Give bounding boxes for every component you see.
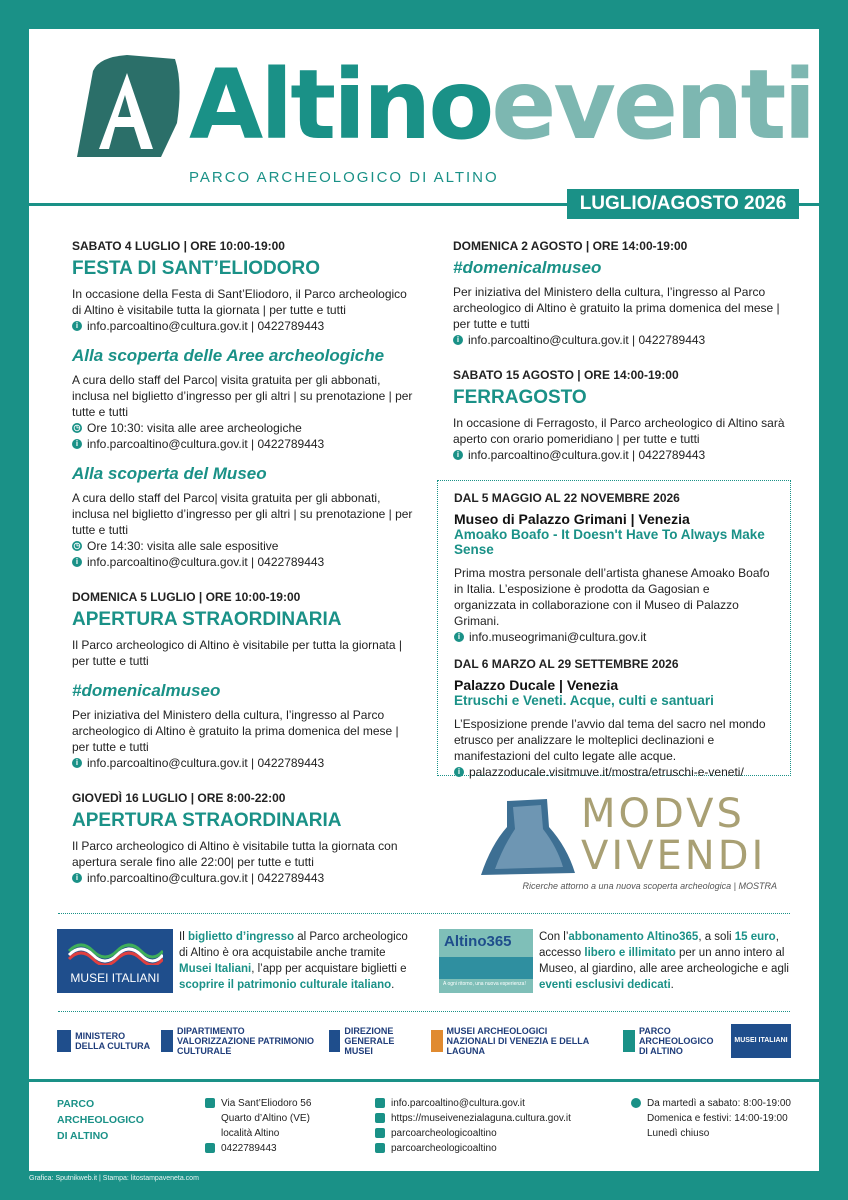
event-block — [72, 346, 417, 452]
event-text: Il Parco archeologico di Altino è visitabile tutta la giornata con apertura serale fino alle 22:00| per tutte e tutti — [72, 839, 398, 869]
phone-icon — [205, 1143, 215, 1153]
event-contact — [72, 755, 417, 771]
event-block — [72, 590, 417, 669]
altino365-skyline-icon — [439, 957, 533, 979]
altino365-logo[interactable] — [439, 929, 533, 993]
footer-instagram[interactable]: parcoarcheologicoaltino — [391, 1143, 497, 1154]
modus-title — [581, 793, 766, 877]
exhibition-venue: Palazzo Ducale | Venezia — [454, 677, 619, 693]
logo-label: MUSEI ITALIANI — [734, 1037, 788, 1044]
brand-eventi: eventi — [491, 49, 814, 161]
logo-dipartimento[interactable] — [161, 1024, 321, 1058]
logo-ministero[interactable] — [57, 1024, 157, 1058]
promo-highlight: abbonamento Altino365 — [568, 931, 699, 943]
exhibition-title: Etruschi e Veneti. Acque, culti e santuari — [454, 693, 714, 708]
promo-text: Il — [179, 931, 188, 943]
event-time — [72, 538, 417, 554]
instagram-icon — [375, 1143, 385, 1153]
info-icon: i — [453, 335, 463, 345]
bronze-artifact-icon — [477, 797, 577, 877]
section-divider — [58, 1011, 790, 1012]
arcs-icon — [431, 1030, 443, 1052]
contact-text[interactable]: info.parcoaltino@cultura.gov.it | 0422789443 — [87, 319, 325, 333]
hours-line: Da martedì a sabato: 8:00-19:00 — [647, 1098, 791, 1109]
contact-text[interactable]: info.parcoaltino@cultura.gov.it | 0422789443 — [87, 437, 325, 451]
modus-line-1: MODVS — [581, 791, 745, 837]
mic-icon — [57, 1030, 71, 1052]
event-contact — [72, 870, 417, 886]
event-date: GIOVEDÌ 16 LUGLIO | ORE 8:00-22:00 — [72, 791, 286, 805]
contact-text[interactable]: palazzoducale.visitmuve.it/mostra/etruschi-e-veneti/ — [469, 765, 744, 779]
footer-email-row — [375, 1096, 571, 1111]
facebook-icon — [375, 1128, 385, 1138]
promo-highlight: libero e illimitato — [584, 947, 676, 959]
event-text: A cura dello staff del Parco| visita gratuita per gli abbonati, inclusa nel biglietto d’ingresso per gli altri | su prenotazione | per tutte e tutti — [72, 373, 413, 419]
footer-address — [205, 1096, 311, 1156]
altino365-label: Altino365 — [444, 933, 512, 950]
event-text: In occasione della Festa di Sant’Eliodoro, il Parco archeologico di Altino è visitabile tutta la giornata | per tutte e tutti — [72, 287, 407, 317]
event-contact — [72, 318, 417, 334]
footer-facebook[interactable]: parcoarcheologicoaltino — [391, 1128, 497, 1139]
info-icon: i — [454, 632, 464, 642]
event-text: A cura dello staff del Parco| visita gratuita per gli abbonati, inclusa nel biglietto d’ingresso per gli altri | su prenotazione | per tutte e tutti — [72, 491, 413, 537]
info-icon: i — [72, 439, 82, 449]
footer-instagram-row — [375, 1141, 571, 1156]
promo-text: per un anno intero al Museo, al giardino, alle aree archeologiche e agli — [539, 947, 789, 975]
promo-text: , accesso — [539, 931, 779, 959]
left-column — [72, 239, 417, 898]
time-text: Ore 10:30: visita alle aree archeologiche — [87, 421, 302, 435]
event-block — [72, 239, 417, 334]
event-title: APERTURA STRAORDINARIA — [72, 810, 342, 831]
event-block — [453, 239, 798, 348]
section-divider — [58, 913, 790, 914]
logo-musei-italiani[interactable] — [731, 1024, 791, 1058]
clock-icon: ◷ — [73, 541, 81, 550]
promo-highlight: biglietto d’ingresso — [187, 931, 295, 943]
event-block — [72, 464, 417, 570]
web-icon — [375, 1113, 385, 1123]
info-icon: i — [453, 450, 463, 460]
contact-text[interactable]: info.parcoaltino@cultura.gov.it | 0422789443 — [87, 756, 325, 770]
exhibition-block — [454, 657, 774, 780]
event-subtitle: Alla scoperta delle Aree archeologiche — [72, 346, 385, 365]
location-pin-icon — [205, 1098, 215, 1108]
logo-parco-altino[interactable] — [623, 1024, 723, 1058]
footer-park-name — [57, 1096, 144, 1144]
info-icon: i — [72, 557, 82, 567]
mic-icon — [329, 1030, 340, 1052]
event-date: SABATO 4 LUGLIO | ORE 10:00-19:00 — [72, 239, 285, 253]
exhibition-contact — [454, 764, 774, 780]
exhibition-title: Amoako Boafo - It Doesn't Have To Always Make Sense — [454, 527, 765, 557]
promo-text: Con l’ — [539, 931, 569, 943]
address-line: Quarto d’Altino (VE) — [221, 1113, 310, 1124]
logo-label: MUSEI ARCHEOLOGICI NAZIONALI DI VENEZIA E DELLA LAGUNA — [446, 1026, 589, 1056]
event-contact — [72, 436, 417, 452]
event-title: FERRAGOSTO — [453, 387, 587, 408]
event-text: Il Parco archeologico di Altino è visitabile per tutta la giornata | per tutte e tutti — [72, 638, 402, 668]
promo-highlight: Musei Italiani — [179, 963, 252, 975]
poster-sheet — [29, 29, 819, 1171]
event-subtitle: #domenicalmuseo — [72, 681, 221, 700]
logo-direzione-musei[interactable] — [329, 1024, 413, 1058]
hours-line: Domenica e festivi: 14:00-19:00 — [647, 1113, 788, 1124]
logo-label: DIPARTIMENTO VALORIZZAZIONE PATRIMONIO CULTURALE — [177, 1026, 314, 1056]
event-contact — [453, 447, 798, 463]
exhibition-date: DAL 6 MARZO AL 29 SETTEMBRE 2026 — [454, 657, 679, 671]
logo-label: PARCO ARCHEOLOGICO DI ALTINO — [638, 1026, 714, 1056]
event-title: FESTA DI SANT’ELIODORO — [72, 258, 321, 279]
footer-hours-row — [631, 1096, 791, 1141]
footer-facebook-row — [375, 1126, 571, 1141]
event-date: DOMENICA 5 LUGLIO | ORE 10:00-19:00 — [72, 590, 301, 604]
info-icon: i — [72, 873, 82, 883]
footer-name-line: ARCHEOLOGICO — [57, 1114, 144, 1126]
promo-text: . — [391, 979, 395, 991]
exhibition-text: Prima mostra personale dell’artista ghanese Amoako Boafo in Italia. L’esposizione è prodotta da Gagosian e organizzata in collaborazione con il Museo di Palazzo Grimani. — [454, 566, 770, 628]
arcs-icon — [623, 1030, 635, 1052]
footer-contacts — [375, 1096, 571, 1156]
event-block — [72, 791, 417, 886]
event-text: Per iniziativa del Ministero della cultura, l’ingresso al Parco archeologico di Altino è gratuito la prima domenica del mese | per tutte e tutti — [453, 285, 780, 331]
brand-subtitle: PARCO ARCHEOLOGICO DI ALTINO — [189, 169, 499, 186]
promo-text: . — [670, 979, 674, 991]
contact-text[interactable]: info.parcoaltino@cultura.gov.it | 0422789443 — [468, 333, 706, 347]
footer-phone-row — [205, 1141, 311, 1156]
contact-text[interactable]: info.parcoaltino@cultura.gov.it | 0422789443 — [468, 448, 706, 462]
footer-name-line: PARCO — [57, 1098, 95, 1110]
mail-icon — [375, 1098, 385, 1108]
promo-highlight: scoprire il patrimonio culturale italiano — [179, 979, 392, 991]
event-block — [453, 368, 798, 463]
exhibitions-box — [437, 480, 791, 779]
right-column — [453, 239, 798, 475]
contact-text[interactable]: info.museogrimani@cultura.gov.it — [469, 630, 647, 644]
modus-subtitle: Ricerche attorno a una nuova scoperta archeologica | MOSTRA — [522, 881, 777, 891]
hours-line: Lunedì chiuso — [647, 1128, 710, 1139]
event-block — [72, 681, 417, 771]
event-date: SABATO 15 AGOSTO | ORE 14:00-19:00 — [453, 368, 679, 382]
footer-website[interactable]: https://museivenezialaguna.cultura.gov.it — [391, 1113, 571, 1124]
promo-highlight: 15 euro — [734, 931, 776, 943]
event-title: APERTURA STRAORDINARIA — [72, 609, 342, 630]
contact-text[interactable]: info.parcoaltino@cultura.gov.it | 0422789443 — [87, 871, 325, 885]
footer — [29, 1079, 819, 1171]
musei-italiani-promo — [179, 929, 409, 995]
altino-a-logo-icon — [57, 53, 185, 161]
logo-label: DIREZIONE GENERALE MUSEI — [344, 1026, 395, 1056]
modus-vivendi-banner — [477, 789, 777, 899]
exhibition-text: L’Esposizione prende l’avvio dal tema del sacro nel mondo etrusco per analizzare le molteplici declinazioni e manifestazioni del culto legate alle acque. — [454, 717, 766, 763]
period-badge: LUGLIO/AGOSTO 2026 — [567, 189, 799, 219]
promo-text: al Parco archeologico di Altino è ora acquistabile anche tramite — [179, 931, 408, 959]
promo-text: , a soli — [698, 931, 735, 943]
footer-phone[interactable]: 0422789443 — [221, 1143, 277, 1154]
info-icon: i — [72, 758, 82, 768]
mic-icon — [161, 1030, 173, 1052]
exhibition-block — [454, 491, 774, 645]
address-line: località Altino — [221, 1128, 280, 1139]
clock-icon: ◷ — [73, 423, 81, 432]
brand-title — [189, 49, 814, 161]
event-text: Per iniziativa del Ministero della cultura, l’ingresso al Parco archeologico di Altino è gratuito la prima domenica del mese | per tutte e tutti — [72, 708, 399, 754]
musei-italiani-label: MUSEI ITALIANI — [70, 971, 160, 985]
address-line: Via Sant’Eliodoro 56 — [221, 1098, 312, 1109]
event-subtitle: #domenicalmuseo — [453, 258, 602, 277]
promo-text: , l’app per acquistare biglietti e — [251, 963, 407, 975]
exhibition-date: DAL 5 MAGGIO AL 22 NOVEMBRE 2026 — [454, 491, 680, 505]
print-credits: Grafica: Sputnikweb.it | Stampa: litostampaveneta.com — [29, 1175, 199, 1182]
logo-label: MINISTERO DELLA CULTURA — [75, 1031, 151, 1051]
event-subtitle: Alla scoperta del Museo — [72, 464, 267, 483]
musei-italiani-wave-icon — [67, 937, 163, 965]
event-time — [72, 420, 417, 436]
promo-highlight: eventi esclusivi dedicati — [539, 979, 671, 991]
info-icon: i — [454, 767, 464, 777]
clock-icon — [631, 1098, 641, 1108]
logo-musei-venezia[interactable] — [431, 1024, 597, 1058]
brand-altino: Altino — [189, 49, 492, 161]
time-text: Ore 14:30: visita alle sale espositive — [87, 539, 279, 553]
event-contact — [453, 332, 798, 348]
event-date: DOMENICA 2 AGOSTO | ORE 14:00-19:00 — [453, 239, 688, 253]
altino365-tagline: A ogni ritorno, una nuova esperienza! — [443, 981, 526, 987]
exhibition-contact — [454, 629, 774, 645]
footer-web-row — [375, 1111, 571, 1126]
footer-email[interactable]: info.parcoaltino@cultura.gov.it — [391, 1098, 525, 1109]
footer-name-line: DI ALTINO — [57, 1130, 109, 1142]
event-contact — [72, 554, 417, 570]
footer-hours — [631, 1096, 791, 1141]
info-icon: i — [72, 321, 82, 331]
institutional-logos — [57, 1024, 791, 1058]
altino365-promo — [539, 929, 791, 995]
modus-line-2: VIVENDI — [581, 833, 767, 879]
exhibition-venue: Museo di Palazzo Grimani | Venezia — [454, 511, 690, 527]
event-text: In occasione di Ferragosto, il Parco archeologico di Altino sarà aperto con orario pomeridiano | per tutte e tutti — [453, 416, 785, 446]
contact-text[interactable]: info.parcoaltino@cultura.gov.it | 0422789443 — [87, 555, 325, 569]
musei-italiani-logo[interactable] — [57, 929, 173, 993]
footer-address-row — [205, 1096, 311, 1141]
